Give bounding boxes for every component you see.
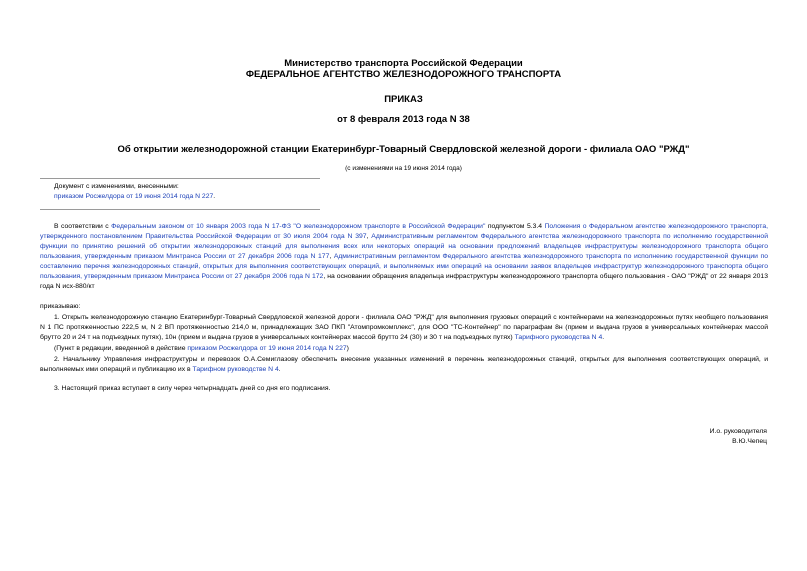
item1-text: 1. Открыть железнодорожную станцию Екатеринбург-Товарный Свердловской железной дороги - филиала ОАО "РЖД" для выполнения грузовых операций с контейнерами на железнодорожных путях необщего пользования N 1 ПС протяженностью 222,5 м, N 2 ВП протяженностью 214,0 м, принадлежащих ЗАО ПКП "Атомпромкомплекс", для ООО "ТС-Контейнер" по параграфам 8н (прием и выдача грузов в универсальных контейнерах массой брутто 20 и 24 т на подъездных путях), 10н (прием и выдача грузов в универсальных контейнерах массой брутто 24 (30) и 30 т на подъездных путях): [40, 314, 768, 341]
document-type: ПРИКАЗ: [384, 94, 423, 105]
preamble-text-4: ,: [329, 253, 334, 260]
notice-amendment: [54, 192, 215, 201]
signature-name: В.Ю.Чепец: [732, 438, 767, 445]
tariff-guide-link[interactable]: Тарифного руководства N 4: [514, 334, 603, 341]
amend-text-2: ): [346, 345, 349, 352]
notice-top-divider: [40, 178, 320, 179]
notice-caption: Документ с изменениями, внесенными:: [54, 183, 179, 190]
admin-regulation-177-link[interactable]: Административным регламентом Федерального агентства железнодорожного транспорта по исполнению государственной функции по принятию решений об открытии железнодорожных станций для выполнения всех или некоторых операций на основании предложений владельцев инфраструктуры железнодорожного транспорта общего пользования, утвержденным приказом Минтранса России от 27 декабря 2006 года N 177: [40, 233, 768, 260]
notice-bottom-divider: [40, 209, 320, 210]
order-item-2: [40, 355, 768, 375]
admin-regulation-172-link[interactable]: Административным регламентом Федерального агентства железнодорожного транспорта по исполнению государственной функции по составлению перечня железнодорожных станций, открытых для выполнения соответствующих операций, и выполняемых ими операций на основании заявок владельцев инфраструктур железнодорожного транспорта общего пользования, утвержденным приказом Минтранса России от 27 декабря 2006 года N 172: [40, 253, 768, 280]
preamble-text-5: , на основании обращения владельца инфраструктуры железнодорожного транспорта общего пользования - ОАО "РЖД" от 22 января 2013 года N исх-880/кт: [40, 273, 768, 290]
regulation-link[interactable]: Положения о Федеральном агентстве железнодорожного транспорта, утвержденного постановлением Правительства Российской Федерации от 30 июля 2004 года N 397: [40, 223, 768, 240]
signature-position: И.о. руководителя: [709, 428, 767, 435]
item1-tail: .: [602, 334, 605, 341]
document-title: Об открытии железнодорожной станции Екатеринбург-Товарный Свердловской железной дороги - филиала ОАО "РЖД": [117, 144, 690, 155]
changes-note: (с изменениями на 19 июня 2014 года): [345, 165, 462, 172]
preamble-text-1: В соответствии с: [54, 223, 112, 230]
notice-tail: .: [213, 193, 216, 200]
amend-text-1: (Пункт в редакции, введенной в действие: [54, 345, 188, 352]
agency-name: ФЕДЕРАЛЬНОЕ АГЕНТСТВО ЖЕЛЕЗНОДОРОЖНОГО ТРАНСПОРТА: [245, 69, 562, 80]
ministry-name: Министерство транспорта Российской Федерации: [284, 58, 523, 69]
amendment-note: [40, 344, 768, 354]
preamble-text-2: подпунктом 5.3.4: [485, 223, 545, 230]
order-item-1: [40, 313, 768, 343]
preamble-paragraph: [40, 222, 768, 292]
federal-law-link[interactable]: Федеральным законом от 10 января 2003 года N 17-ФЗ "О железнодорожном транспорте в Российской Федерации": [111, 223, 486, 230]
item2-tail: .: [278, 366, 281, 373]
preamble-text-3: ,: [366, 233, 372, 240]
item2-text: 2. Начальнику Управления инфраструктуры и перевозок О.А.Семиглазову обеспечить внесение указанных изменений в перечень железнодорожных станций, открытых для выполнения соответствующих операций, и выполняемых ими операций и публикацию их в: [40, 356, 768, 373]
tariff-guide-link-2[interactable]: Тарифном руководстве N 4: [192, 366, 279, 373]
order-item-3: 3. Настоящий приказ вступает в силу через четырнадцать дней со дня его подписания.: [54, 385, 331, 392]
amend-order-link[interactable]: приказом Росжелдора от 19 июня 2014 года N 227: [187, 345, 347, 352]
amendment-link[interactable]: приказом Росжелдора от 19 июня 2014 года N 227: [54, 193, 214, 200]
document-date-number: от 8 февраля 2013 года N 38: [337, 114, 470, 125]
orders-label: приказываю:: [40, 303, 81, 310]
